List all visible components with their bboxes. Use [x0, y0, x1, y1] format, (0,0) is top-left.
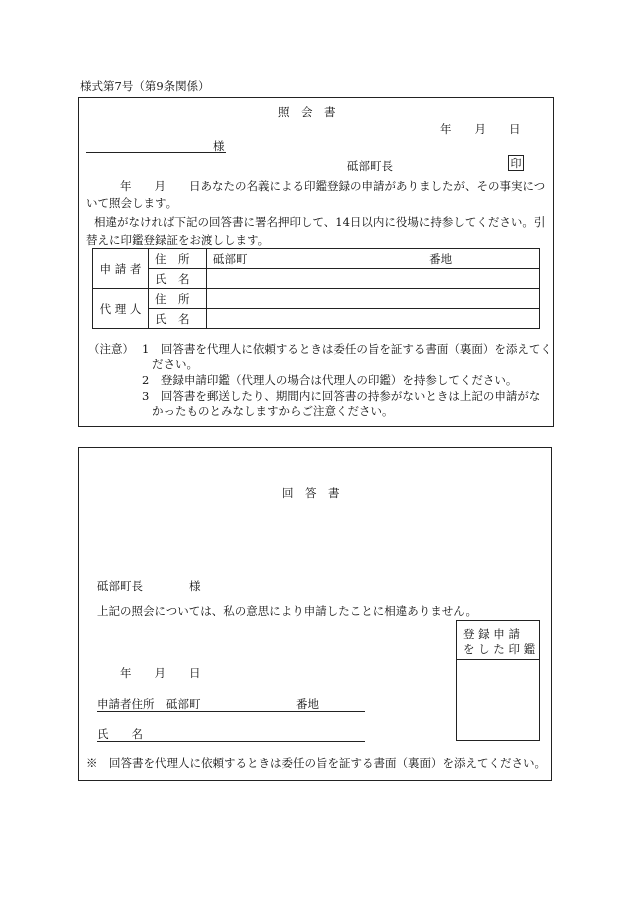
reply-address-label: 申請者住所 砥部町: [97, 697, 201, 711]
body-line-4: 替えに印鑑登録証をお渡しします。: [86, 233, 270, 247]
applicant-name-cell: [207, 269, 540, 289]
applicant-label: 申 請 者: [93, 249, 149, 289]
stamp-label-2: を し た 印 鑑: [463, 642, 536, 656]
official-seal: 印: [508, 155, 524, 171]
notes-label: （注意）: [88, 342, 134, 356]
reply-statement: 上記の照会については、私の意思により申請したことに相違ありません。: [97, 604, 477, 618]
reply-addressee: 砥部町長: [97, 579, 143, 593]
name-underline: [97, 741, 365, 742]
stamp-label-1: 登 録 申 請: [463, 627, 520, 641]
town-name: 砥部町: [213, 251, 248, 266]
proxy-name-label: 氏 名: [149, 309, 207, 329]
form-label: 様式第7号（第9条関係）: [80, 79, 210, 93]
applicant-table: [92, 248, 540, 329]
note-1b: ださい。: [152, 357, 198, 371]
inquiry-title: 照 会 書: [278, 105, 336, 119]
addressee-line: [86, 152, 226, 153]
note-2: 2 登録申請印鑑（代理人の場合は代理人の印鑑）を持参してください。: [142, 373, 518, 387]
reply-title: 回 答 書: [282, 486, 340, 500]
note-1a: 1 回答書を代理人に依頼するときは委任の旨を証する書面（裏面）を添えてく: [142, 342, 552, 356]
seal-stamp-divider: [456, 659, 540, 660]
addressee-suffix: 様: [213, 139, 225, 153]
address-underline: [97, 711, 365, 712]
proxy-name-cell: [207, 309, 540, 329]
proxy-address-label: 住 所: [149, 289, 207, 309]
applicant-address-cell: [207, 249, 540, 269]
issuer: 砥部町長: [347, 159, 393, 173]
proxy-address-cell: [207, 289, 540, 309]
proxy-label: 代 理 人: [93, 289, 149, 329]
address-label: 住 所: [149, 249, 207, 269]
inquiry-date: 年 月 日: [440, 122, 521, 136]
body-line-2: いて照会します。: [86, 196, 178, 210]
reply-name-label: 氏 名: [97, 727, 143, 741]
body-line-1: 年 月 日あなたの名義による印鑑登録の申請がありましたが、その事実につ: [120, 179, 546, 193]
reply-banchi: 番地: [296, 697, 319, 711]
reply-footnote: ※ 回答書を代理人に依頼するときは委任の旨を証する書面（裏面）を添えてください。: [86, 756, 546, 770]
note-3a: 3 回答書を郵送したり、期間内に回答書の持参がないときは上記の申請がな: [142, 389, 541, 403]
banchi-label: 番地: [429, 251, 453, 266]
reply-date: 年 月 日: [120, 666, 201, 680]
body-line-3: 相違がなければ下記の回答書に署名押印して、14日以内に役場に持参してください。引: [94, 215, 546, 229]
name-label: 氏 名: [149, 269, 207, 289]
reply-addressee-suffix: 様: [189, 579, 201, 593]
note-3b: かったものとみなしますからご注意ください。: [152, 404, 394, 418]
